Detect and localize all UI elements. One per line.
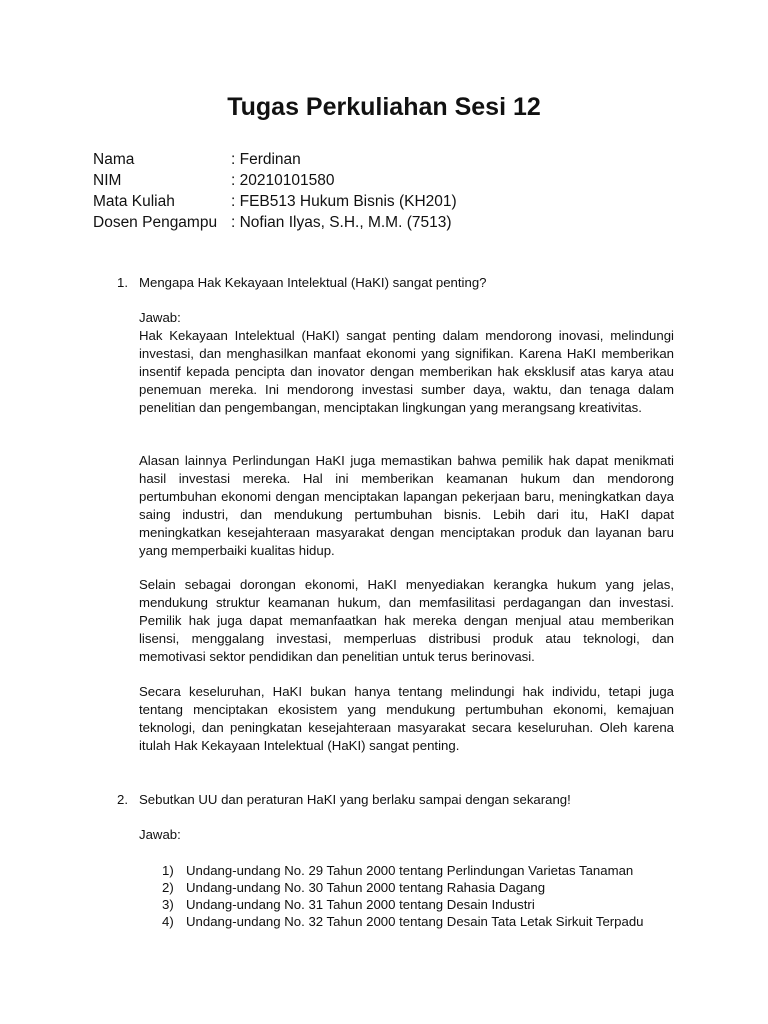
list-item — [0, 879, 768, 896]
info-value: : Ferdinan — [231, 151, 301, 168]
answer-paragraph: Alasan lainnya Perlindungan HaKI juga memastikan bahwa pemilik hak dapat menikmati hasil investasi mereka. Hal ini memberikan keamanan hukum dan mendorong pertumbuhan ekonomi dengan menciptakan lapangan pekerjaan baru, meningkatkan daya saing industri, dan mendukung pertumbuhan bisnis. Lebih dari itu, HaKI dapat meningkatkan kesejahteraan masyarakat dengan menciptakan produk dan layanan baru yang memperbaiki kualitas hidup. — [139, 453, 674, 558]
info-row-nim — [93, 170, 457, 191]
list-item-number: 1) — [162, 863, 174, 878]
info-value: : 20210101580 — [231, 172, 335, 189]
list-item-text: Undang-undang No. 32 Tahun 2000 tentang Desain Tata Letak Sirkuit Terpadu — [186, 914, 644, 929]
info-row-name — [93, 149, 457, 170]
student-info — [93, 149, 457, 233]
question-text: Mengapa Hak Kekayaan Intelektual (HaKI) sangat penting? — [139, 275, 487, 290]
list-item — [0, 896, 768, 913]
info-key: Nama — [93, 151, 135, 168]
list-item — [0, 862, 768, 879]
answer-label: Jawab: — [139, 827, 181, 842]
list-item-number: 2) — [162, 880, 174, 895]
list-item-text: Undang-undang No. 29 Tahun 2000 tentang Perlindungan Varietas Tanaman — [186, 863, 634, 878]
list-item-text: Undang-undang No. 30 Tahun 2000 tentang Rahasia Dagang — [186, 880, 546, 895]
answer-paragraph: Selain sebagai dorongan ekonomi, HaKI menyediakan kerangka hukum yang jelas, mendukung struktur keamanan hukum, dan memfasilitasi perdagangan dan investasi. Pemilik hak juga dapat memanfaatkan hak mereka dengan menjual atau memberikan lisensi, menggalang investasi, memperluas distribusi produk atau teknologi, dan memotivasi sektor pendidikan dan penelitian untuk terus berinovasi. — [139, 577, 674, 664]
info-row-course — [93, 191, 457, 212]
list-item — [0, 913, 768, 930]
question-1 — [0, 274, 768, 292]
info-key: Dosen Pengampu — [93, 214, 218, 231]
info-key: Mata Kuliah — [93, 193, 175, 210]
answer-paragraph: Secara keseluruhan, HaKI bukan hanya tentang melindungi hak individu, tetapi juga tentang menciptakan ekosistem yang mendukung pertumbuhan ekonomi, kemajuan teknologi, dan peningkatan kesejahteraan masyarakat secara keseluruhan. Oleh karena itulah Hak Kekayaan Intelektual (HaKI) sangat penting. — [139, 684, 674, 753]
info-key: NIM — [93, 172, 122, 189]
question-2 — [0, 791, 768, 809]
info-value: : Nofian Ilyas, S.H., M.M. (7513) — [231, 214, 452, 231]
question-number: 1. — [117, 275, 128, 290]
answer-paragraph: Hak Kekayaan Intelektual (HaKI) sangat penting dalam mendorong inovasi, melindungi investasi, dan menghasilkan manfaat ekonomi yang signifikan. Karena HaKI memberikan insentif kepada pencipta dan inovator dengan memberikan hak eksklusif atas karya atau penemuan mereka. Ini mendorong investasi sumber daya, waktu, dan tenaga dalam penelitian dan pengembangan, menciptakan lingkungan yang merangsang kreativitas. — [139, 328, 674, 415]
regulation-list — [0, 862, 768, 930]
question-number: 2. — [117, 792, 128, 807]
list-item-text: Undang-undang No. 31 Tahun 2000 tentang Desain Industri — [186, 897, 535, 912]
info-value: : FEB513 Hukum Bisnis (KH201) — [231, 193, 457, 210]
list-item-number: 4) — [162, 914, 174, 929]
answer-label: Jawab: — [139, 310, 181, 325]
info-row-lecturer — [93, 212, 457, 233]
list-item-number: 3) — [162, 897, 174, 912]
page-title: Tugas Perkuliahan Sesi 12 — [227, 93, 541, 121]
question-text: Sebutkan UU dan peraturan HaKI yang berlaku sampai dengan sekarang! — [139, 792, 571, 807]
